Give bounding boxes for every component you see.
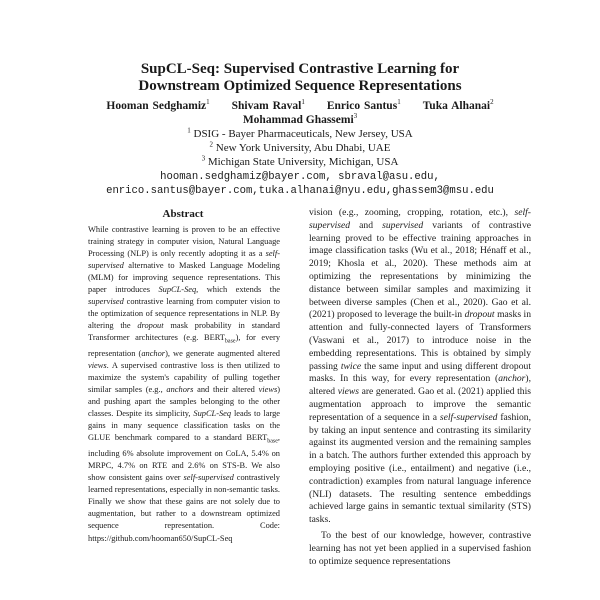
abstract-paragraph: While contrastive learning is proven to be an effective training strategy in computer vision, Natural Language Processing (NLP) is only recently adopting it as a self-supervised alternative to Masked Language Modeling (MLM) for improving sequence representations. This paper introduces SupCL-Seq, which extends the supervised contrastive learning from computer vision to the optimization of sequence representations in NLP. By altering the dropout mask probability in standard Transformer architectures (e.g. $BERT_{base}$), for every representation (anchor), we generate augmented altered views. A supervised contrastive loss is then utilized to maximize the system's capability of pulling together similar samples (e.g., anchors and their altered views) and pushing apart the samples belonging to the other classes. Despite its simplicity, SupCL-Seq leads to large gains in many sequence classification tasks on the GLUE benchmark compared to a standard $BERT_{base}$, including 6% absolute improvement on CoLA, 5.4% on MRPC, 4.7% on RTE and 2.6% on STS-B. We also show consistent gains over self-supervised contrastively learned representations, especially in non-semantic tasks. Finally we show that these gains are not solely due to augmentation, but rather to a downstream optimized sequence representation. Code: https://github.com/hooman650/SupCL-Seq <box>88 225 281 543</box>
email-line-1: hooman.sedghamiz@bayer.com, sbraval@asu.edu, <box>160 171 440 183</box>
affiliation-mark: 3 <box>201 154 206 163</box>
abstract-heading: Abstract <box>162 208 204 220</box>
author-name: Enrico Santus <box>326 100 398 112</box>
intro-body <box>309 207 531 568</box>
intro-paragraph: To the best of our knowledge, however, contrastive learning has not yet been applied in a supervised fashion to optimize sequence representations <box>309 529 531 567</box>
affiliation <box>0 155 600 169</box>
paper-title-line-1: SupCL-Seq: Supervised Contrastive Learning for <box>140 61 460 77</box>
affiliation <box>0 141 600 155</box>
affiliation-text: Michigan State University, Michigan, USA <box>207 156 399 168</box>
author-list-line-2 <box>0 113 600 127</box>
author-name: Mohammad Ghassemi <box>242 114 354 126</box>
author-affiliation-mark: 1 <box>397 98 401 107</box>
author-affiliation-mark: 2 <box>490 98 494 107</box>
paper-title-line-2: Downstream Optimized Sequence Representations <box>138 78 462 94</box>
author-affiliation-mark: 3 <box>353 112 358 121</box>
affiliation-text: New York University, Abu Dhabi, UAE <box>215 142 391 154</box>
author-name: Hooman Sedghamiz <box>106 100 207 112</box>
author-list <box>0 99 600 113</box>
affiliation-mark: 2 <box>209 140 214 149</box>
abstract-body <box>88 224 280 545</box>
author-affiliation-mark: 1 <box>301 98 305 107</box>
email-line-2: enrico.santus@bayer.com,tuka.alhanai@nyu.edu,ghassem3@msu.edu <box>106 185 494 197</box>
author-name: Shivam Raval <box>231 100 302 112</box>
intro-paragraph: vision (e.g., zooming, cropping, rotation, etc.), self-supervised and supervised variants of contrastive learning proved to be effective training approaches in image classification tasks (Wu et al., 2018; Hénaff et al., 2019; Khosla et al., 2020). These methods aim at optimizing the representations by minimizing the distance between similar samples and maximizing it between diverse samples (Chen et al., 2020). Gao et al. (2021) proposed to leverage the built-in dropout masks in attention and fully-connected layers of Transformers (Vaswani et al., 2017) to introduce noise in the embedding representations. This is obtained by simply passing twice the same input and using different dropout masks. In this way, for every representation (anchor), altered views are generated. Gao et al. (2021) applied this augmentation approach to improve the semantic representation of a sequence in a self-supervised fashion, by taking an input sentence and contrasting its similarity against its augmented version and the remaining samples in a batch. The authors further extended this approach by employing positive (i.e., entailment) and negative (i.e., contradiction) examples from natural language inference (NLI) datasets. The resulting sentence embeddings achieved large gains in semantic textual similarity (STS) tasks. <box>309 207 532 526</box>
author-affiliation-mark: 1 <box>206 98 210 107</box>
affiliation-mark: 1 <box>187 126 191 135</box>
affiliation <box>0 127 600 141</box>
affiliation-text: DSIG - Bayer Pharmaceuticals, New Jersey, USA <box>193 128 413 140</box>
author-name: Tuka Alhanai <box>422 100 491 112</box>
